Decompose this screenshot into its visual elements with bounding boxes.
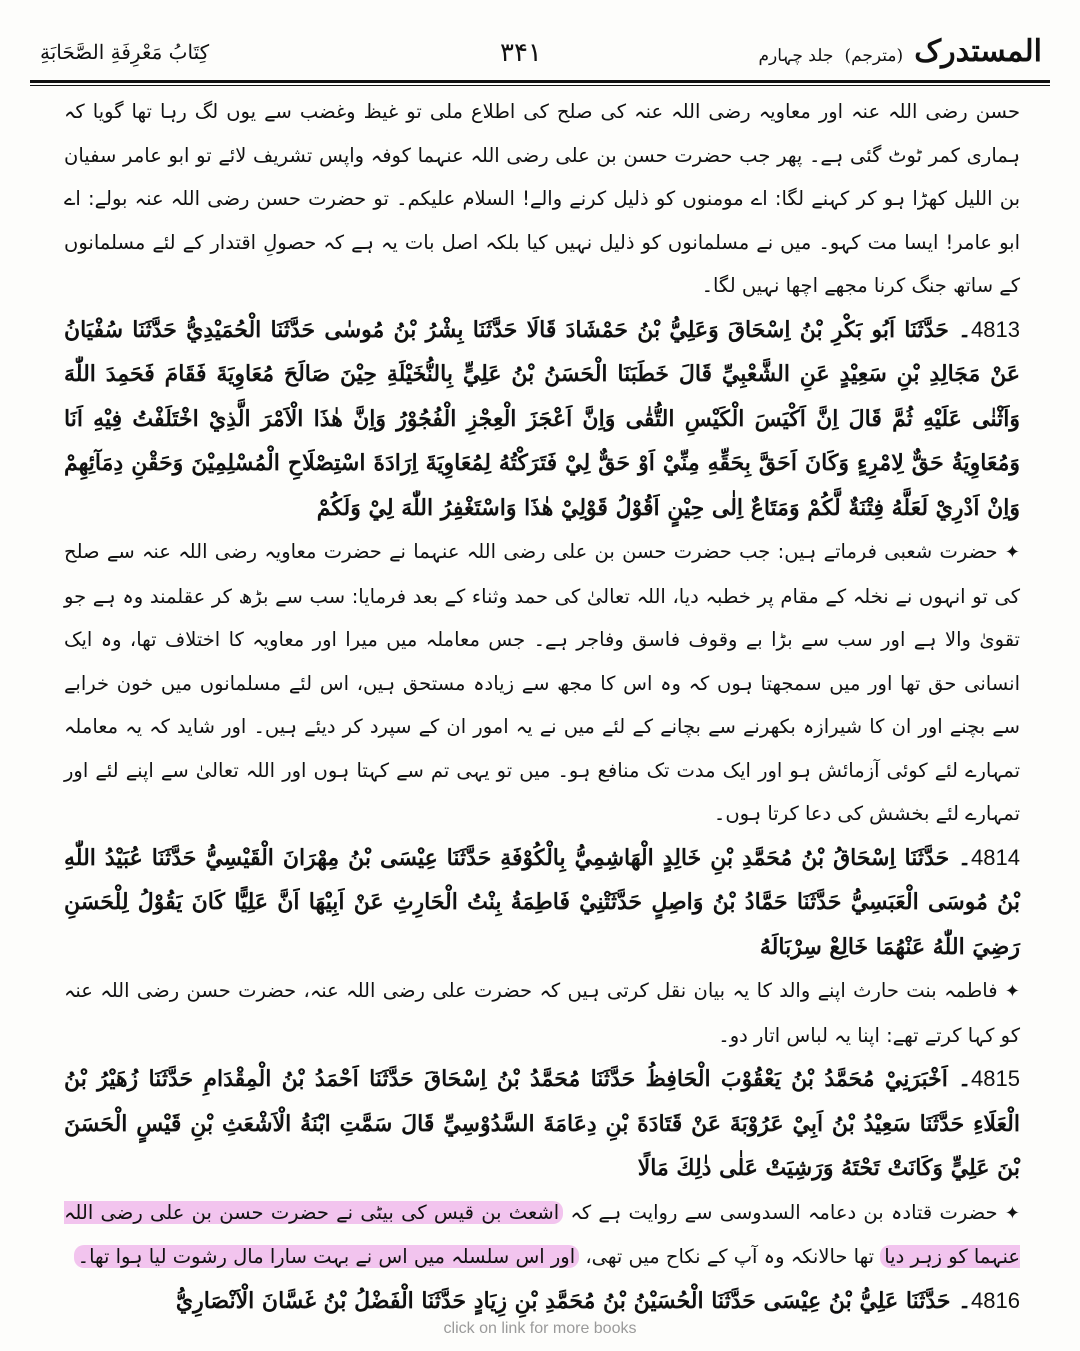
hadith-dash: ۔ [958,1066,972,1092]
book-subtitle-note: (مترجم) [844,46,904,66]
hadith-arabic-text: حَدَّثَنَا اِسْحَاقُ بْنُ مُحَمَّدِ بْنِ خَالِدٍ الْهَاشِمِيُّ بِالْكُوْفَةِ حَدَّثَنَا عِيْسَى بْنُ مِهْرَانَ الْقَيْسِيُّ حَدَّثَنَا عُبَيْدُ اللّٰهِ بْنُ مُوسَى الْعَبَسِيُّ حَدَّثَنَا حَمَّادُ بْنُ وَاصِلٍ حَدَّثَتْنِيْ فَاطِمَةُ بِنْتُ الْحَارِثِ عَنْ اَبِيْهَا اَنَّ عَلِيًّا كَانَ يَقُوْلُ لِلْحَسَنِ رَضِيَ اللّٰهُ عَنْهُمَا خَالِعْ سِرْبَالَهُ [64,844,1020,960]
hadith-number: 4815 [971,1066,1020,1091]
highlighted-text: اشعث بن قیس کی بیٹی نے حضرت حسن بن علی رضی اللہ عنہما کو زہر دیا [64,1200,1020,1268]
book-title [759,34,1042,69]
hadith-dash: ۔ [958,316,972,343]
hadith-4815-arabic [64,1057,1020,1191]
hadith-4815-translation [64,1191,1020,1279]
footer-link[interactable]: click on link for more books [443,1320,637,1337]
book-logo: المستدرک [914,34,1042,69]
section-title: کِتَابُ مَعْرِفَةِ الصَّحَابَةِ [40,40,210,64]
star-ornament-icon: ✦ [1004,542,1020,563]
hadith-arabic-text: حَدَّثَنَا عَلِيُّ بْنُ عِيْسَى حَدَّثَنَا الْحُسَيْنُ بْنُ مُحَمَّدِ بْنِ زِيَادٍ حَدَّثَنَا الْفَضْلُ بْنُ غَسَّانَ الْاَنْصَارِيُّ [175,1287,951,1314]
page-number: ۳۴۱ [500,38,542,68]
hadith-arabic-text: اَخْبَرَنِيْ مُحَمَّدُ بْنُ يَعْقُوْبَ الْحَافِظُ حَدَّثَنَا مُحَمَّدُ بْنُ اِسْحَاقَ حَدَّثَنَا اَحْمَدُ بْنُ الْمِقْدَامِ حَدَّثَنَا زُهَيْرُ بْنُ الْعَلَاءِ حَدَّثَنَا سَعِيْدُ بْنُ اَبِيْ عَرُوْبَةَ عَنْ قَتَادَةَ بْنِ دِعَامَةَ السَّدُوْسِيِّ قَالَ سَمَّتِ ابْنَةُ الْاَشْعَثِ بْنِ قَيْسٍ الْحَسَنَ بْنَ عَلِيٍّ وَكَانَتْ تَحْتَهُ وَرَشِيَتْ عَلٰى ذٰلِكَ مَالًا [64,1066,1020,1181]
hadith-number: 4814 [971,844,1020,870]
page-body [64,90,1020,1323]
page-header [30,28,1050,80]
header-rule-thick [30,80,1050,83]
highlighted-text: اور اس سلسلہ میں اس نے بہت سارا مال رشوت لیا ہوا تھا۔ [74,1245,580,1268]
header-rule-thin [30,85,1050,86]
hadith-4813-translation [64,530,1020,836]
hadith-dash: ۔ [958,844,972,871]
translation-text-mid: تھا حالانکہ وہ آپ کے نکاح میں تھی، [579,1245,881,1268]
hadith-4816-arabic [64,1279,1020,1324]
book-volume: جلد چہارم [758,46,834,66]
star-ornament-icon: ✦ [1004,981,1020,1002]
hadith-number: 4813 [971,316,1020,342]
hadith-arabic-text: حَدَّثَنَا اَبُو بَكْرِ بْنُ اِسْحَاقَ وَعَلِيُّ بْنُ حَمْشَادَ قَالَا حَدَّثَنَا بِشْرُ بْنُ مُوسٰى حَدَّثَنَا الْحُمَيْدِيُّ حَدَّثَنَا سُفْيَانُ عَنْ مَجَالِدِ بْنِ سَعِيْدٍ عَنِ الشَّعْبِيِّ قَالَ خَطَبَنَا الْحَسَنُ بْنُ عَلِيٍّ بِالنُّخَيْلَةِ حِيْنَ صَالَحَ مُعَاوِيَةَ فَقَامَ فَحَمِدَ اللّٰهَ وَاَثْنٰى عَلَيْهِ ثُمَّ قَالَ اِنَّ اَكْيَسَ الْكَيْسِ التُّقٰى وَاِنَّ اَعْجَزَ الْعِجْزِ الْفُجُوْرُ وَاِنَّ هٰذَا الْاَمْرَ الَّذِيْ اخْتَلَفْتُ فِيْهِ اَنَا وَمُعَاوِيَةُ حَقٌّ لِامْرِءٍ وَكَانَ اَحَقَّ بِحَقِّهِ مِنِّيْ اَوْ حَقٌّ لِيْ فَتَرَكْتُهُ لِمُعَاوِيَةَ اِرَادَةَ اسْتِصْلَاحِ الْمُسْلِمِيْنَ وَحَقْنِ دِمَآئِهِمْ وَاِنْ اَدْرِيْ لَعَلَّهُ فِتْنَةٌ لَّكُمْ وَمَتَاعٌ اِلٰى حِيْنٍ اَقُوْلُ قَوْلِيْ هٰذَا وَاسْتَغْفِرُ اللّٰهَ لِيْ وَلَكُمْ [64,316,1020,521]
translation-text: فاطمہ بنت حارث اپنے والد کا یہ بیان نقل کرتی ہیں کہ حضرت علی رضی اللہ عنہ، حضرت حسن رضی اللہ عنہ کو کہا کرتے تھے: اپنا یہ لباس اتار دو۔ [64,979,1020,1047]
translation-text: حضرت شعبی فرماتے ہیں: جب حضرت حسن بن علی رضی اللہ عنہما نے حضرت معاویہ رضی اللہ عنہ سے صلح کی تو انہوں نے نخلہ کے مقام پر خطبہ دیا، اللہ تعالیٰ کی حمد وثناء کے بعد فرمایا: سب سے بڑھ کر عقلمند وہ ہے جو تقویٰ والا ہے اور سب سے بڑا بے وقوف فاسق وفاجر ہے۔ جس معاملہ میں میرا اور معاویہ کا اختلاف تھا، وہ ایک انسانی حق تھا اور میں سمجھتا ہوں کہ وہ اس کا مجھ سے زیادہ مستحق ہیں، اس لئے مسلمانوں میں خون خرابے سے بچنے اور ان کا شیرازہ بکھرنے سے بچانے کے لئے میں نے یہ امور ان کے سپرد کر دیئے ہیں۔ اور شاید کہ یہ معاملہ تمہارے لئے کوئی آزمائش ہو اور ایک مدت تک منافع ہو۔ میں تو یہی تم سے کہتا ہوں اور اللہ تعالیٰ سے اپنے لئے اور تمہارے لئے بخشش کی دعا کرتا ہوں۔ [64,540,1020,825]
hadith-4813-arabic [64,308,1020,531]
star-ornament-icon: ✦ [1004,1202,1020,1224]
hadith-4814-arabic [64,836,1020,970]
translation-text-pre: حضرت قتادہ بن دعامہ السدوسی سے روایت ہے کہ [563,1200,998,1224]
hadith-4814-translation [64,969,1020,1057]
urdu-paragraph-continued: حسن رضی اللہ عنہ اور معاویہ رضی اللہ عنہ کی صلح کی اطلاع ملی تو غیظ وغضب سے یوں لگ رہا تھا گویا کہ ہماری کمر ٹوٹ گئی ہے۔ پھر جب حضرت حسن بن علی رضی اللہ عنہما کوفہ واپس تشریف لائے تو ابو عامر سفیان بن اللیل کھڑا ہو کر کہنے لگا: اے مومنوں کو ذلیل کرنے والے! السلام علیکم۔ تو حضرت حسن رضی اللہ عنہ بولے: اے ابو عامر! ایسا مت کہو۔ میں نے مسلمانوں کو ذلیل نہیں کیا بلکہ اصل بات یہ ہے کہ حصولِ اقتدار کے لئے مسلمانوں کے ساتھ جنگ کرنا مجھے اچھا نہیں لگا۔ [64,100,1020,297]
hadith-dash: ۔ [958,1287,972,1314]
hadith-number: 4816 [971,1287,1020,1313]
